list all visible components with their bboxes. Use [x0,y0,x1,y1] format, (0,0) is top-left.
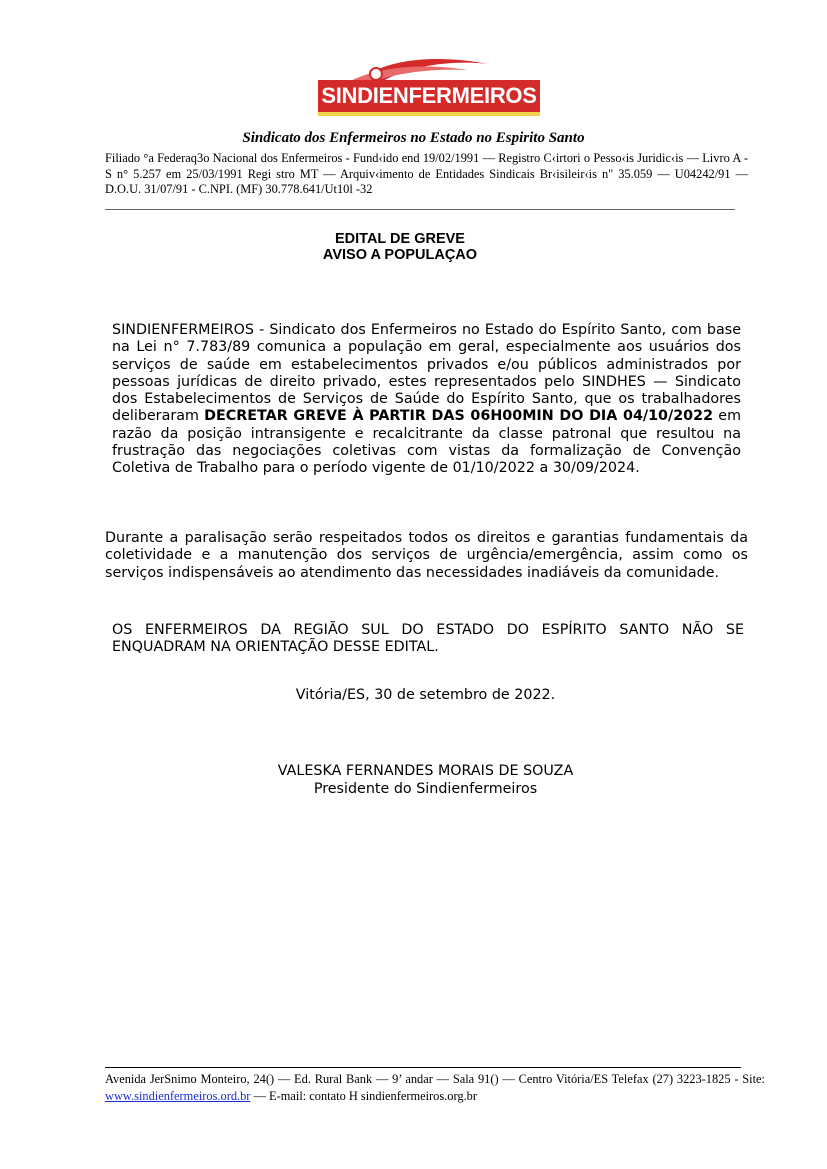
logo [318,50,540,120]
notice-title-line1: EDITAL DE GREVE [335,231,465,247]
signatory-role: Presidente do Sindienfermeiros [313,781,538,797]
org-info: Filiado °a Federaq3o Nacional dos Enfermeiros - Fund‹ido end 19/02/1991 — Registro C‹irtori o Pesso‹is Juridic‹is — Livro A -S n° 5.257 em 25/03/1991 Regi stro MT — Arquiv‹imento de Entidades Sindicais Br‹isileir‹is n" 35.059 — U04242/91 — D.O.U. 31/07/91 - C.NPI. (MF) 30.778.641/Ut10l -32 [105,151,748,196]
notice-title-line2: AVISO A POPULAÇAO [322,247,478,263]
body-paragraph-1-bold: DECRETAR GREVE À PARTIR DAS 06H00MIN DO DIA 04/10/2022 [204,408,714,425]
body-paragraph-1 [112,322,741,478]
org-name: Sindicato dos Enfermeiros no Estado no Espirito Santo [242,130,585,146]
header-divider [105,209,735,210]
document-date: Vitória/ES, 30 de setembro de 2022. [295,687,556,703]
footer-address: Avenida JerSnimo Monteiro, 24() — Ed. Rural Bank — 9’ andar — Sala 91() — Centro Vitória/ES Telefax (27) 3223-1825 - Site: [105,1072,765,1086]
body-paragraph-3: OS ENFERMEIROS DA REGIÃO SUL DO ESTADO DO ESPÍRITO SANTO NÃO SE ENQUADRAM NA ORIENTAÇÃO DESSE EDITAL. [112,622,744,656]
body-paragraph-2: Durante a paralisação serão respeitados todos os direitos e garantias fundamentais da coletividade e a manutenção dos serviços de urgência/emergência, assim como os serviços indispensáveis ao atendimento das necessidades inadiáveis da comunidade. [105,530,748,581]
footer-email: — E-mail: contato H sindienfermeiros.org.br [250,1089,477,1103]
logo-text: SINDIENFERMEIROS [318,80,540,116]
footer-divider [105,1067,741,1068]
body-paragraph-1-end: em razão da posição intransigente e recalcitrante da classe patronal que resultou na frustração das negociações coletivas com vistas da formalização de Convenção Coletiva de Trabalho para o período vigente de 01/10/2022 a 30/09/2024. [112,408,741,477]
body-paragraph-1-start: SINDIENFERMEIROS - Sindicato dos Enfermeiros no Estado do Espírito Santo, com base na Lei n° 7.783/89 comunica a população em geral, especialmente aos usuários dos serviços de saúde em estabelecimentos privados e/ou públicos administrados por pessoas jurídicas de direito privado, estes representados pelo SINDHES — Sindicato dos Estabelecimentos de Serviços de Saúde do Espírito Santo, que os trabalhadores deliberaram [112,322,741,425]
footer [105,1071,765,1105]
notice-title [0,231,800,263]
signatory-name: VALESKA FERNANDES MORAIS DE SOUZA [277,763,574,779]
footer-site-link[interactable]: www.sindienfermeiros.ord.br [105,1089,251,1103]
